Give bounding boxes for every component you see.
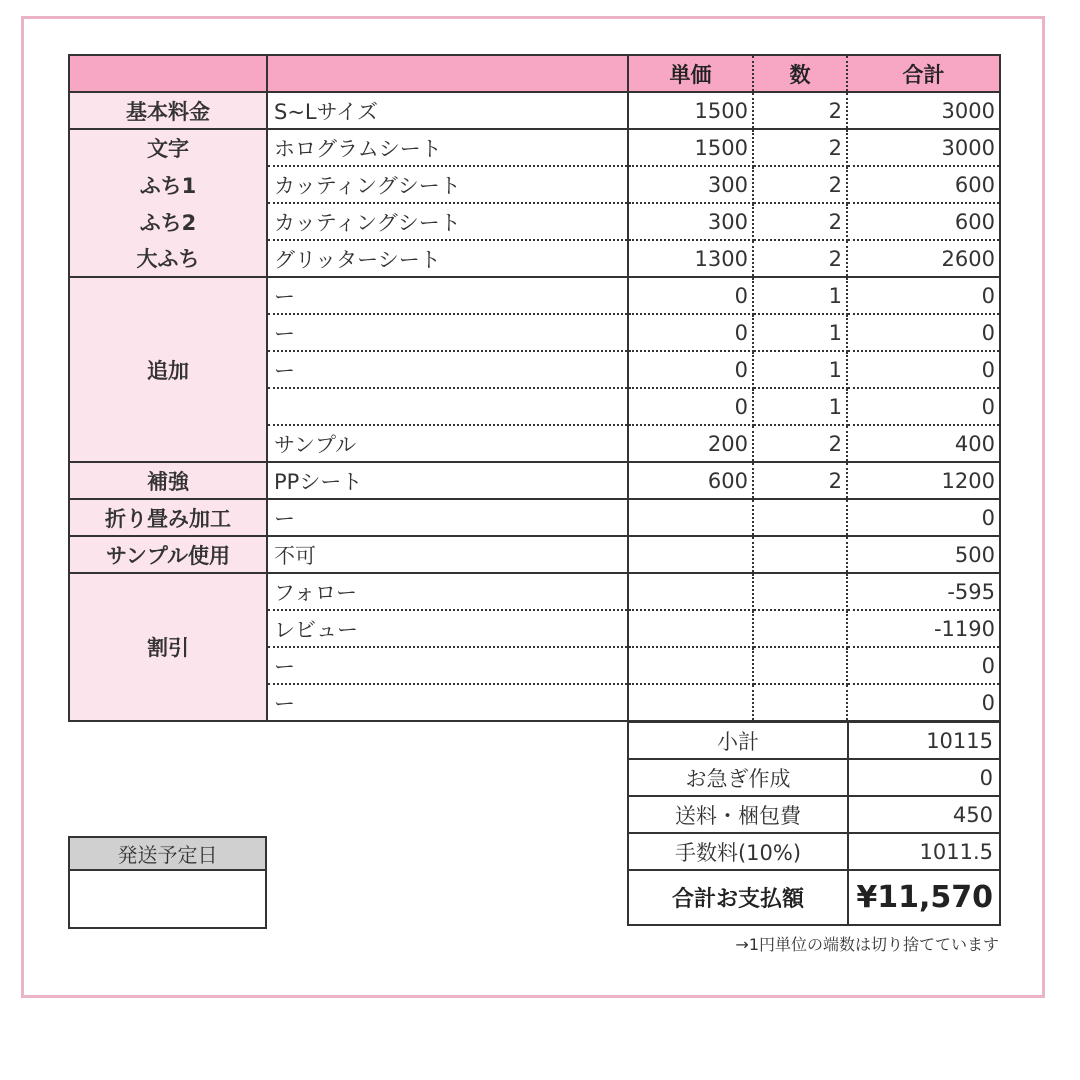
subtotal-value: 10115 xyxy=(848,722,1000,759)
item-name: グリッターシート xyxy=(267,240,628,277)
item-name: ー xyxy=(267,647,628,684)
header-item xyxy=(267,55,628,92)
ship-date-box xyxy=(68,836,267,929)
unit-price xyxy=(628,647,753,684)
subtotal-label: 小計 xyxy=(628,722,848,759)
quantity: 2 xyxy=(753,240,847,277)
category-waribiki: 割引 xyxy=(69,573,267,721)
unit-price: 1300 xyxy=(628,240,753,277)
table-header-row xyxy=(69,55,1000,92)
header-total: 合計 xyxy=(847,55,1000,92)
category-fuchi1: ふち1 xyxy=(69,166,267,203)
header-quantity: 数 xyxy=(753,55,847,92)
line-total: 0 xyxy=(847,351,1000,388)
item-name: カッティングシート xyxy=(267,203,628,240)
unit-price: 0 xyxy=(628,277,753,314)
item-name xyxy=(267,388,628,425)
item-name: サンプル xyxy=(267,425,628,462)
express-label: お急ぎ作成 xyxy=(628,759,848,796)
table-row xyxy=(69,499,1000,536)
quantity xyxy=(753,610,847,647)
shipping-row xyxy=(628,796,1000,833)
item-name: レビュー xyxy=(267,610,628,647)
grand-total-value: ¥11,570 xyxy=(848,870,1000,925)
table-row xyxy=(69,277,1000,314)
line-total: 500 xyxy=(847,536,1000,573)
table-row xyxy=(69,92,1000,129)
table-row xyxy=(69,462,1000,499)
grand-total-row xyxy=(628,870,1000,925)
line-total: 600 xyxy=(847,203,1000,240)
line-total: 3000 xyxy=(847,92,1000,129)
estimate-table xyxy=(68,54,1001,722)
ship-date-label: 発送予定日 xyxy=(69,837,266,870)
fee-row xyxy=(628,833,1000,870)
quantity xyxy=(753,647,847,684)
item-name: ー xyxy=(267,499,628,536)
unit-price xyxy=(628,610,753,647)
table-row xyxy=(69,203,1000,240)
line-total: 0 xyxy=(847,388,1000,425)
header-unit-price: 単価 xyxy=(628,55,753,92)
unit-price: 0 xyxy=(628,351,753,388)
unit-price xyxy=(628,499,753,536)
line-total: 0 xyxy=(847,277,1000,314)
item-name: ホログラムシート xyxy=(267,129,628,166)
line-total: 0 xyxy=(847,684,1000,721)
item-name: ー xyxy=(267,684,628,721)
line-total: 600 xyxy=(847,166,1000,203)
quantity xyxy=(753,536,847,573)
unit-price: 1500 xyxy=(628,129,753,166)
express-row xyxy=(628,759,1000,796)
quantity: 2 xyxy=(753,129,847,166)
fee-value: 1011.5 xyxy=(848,833,1000,870)
item-name: フォロー xyxy=(267,573,628,610)
category-hokyo: 補強 xyxy=(69,462,267,499)
line-total: -595 xyxy=(847,573,1000,610)
category-tsuika: 追加 xyxy=(69,277,267,462)
item-name: ー xyxy=(267,351,628,388)
quantity: 2 xyxy=(753,425,847,462)
unit-price: 0 xyxy=(628,388,753,425)
line-total: 400 xyxy=(847,425,1000,462)
subtotal-row xyxy=(628,722,1000,759)
quantity: 2 xyxy=(753,166,847,203)
line-total: 1200 xyxy=(847,462,1000,499)
line-total: 0 xyxy=(847,647,1000,684)
fee-label: 手数料(10%) xyxy=(628,833,848,870)
table-row xyxy=(69,536,1000,573)
quantity: 2 xyxy=(753,462,847,499)
unit-price: 1500 xyxy=(628,92,753,129)
table-row xyxy=(69,240,1000,277)
table-row xyxy=(69,573,1000,610)
unit-price xyxy=(628,684,753,721)
shipping-value: 450 xyxy=(848,796,1000,833)
category-base: 基本料金 xyxy=(69,92,267,129)
ship-date-value xyxy=(69,870,266,928)
express-value: 0 xyxy=(848,759,1000,796)
table-row xyxy=(69,166,1000,203)
item-name: S~Lサイズ xyxy=(267,92,628,129)
line-total: 0 xyxy=(847,314,1000,351)
quantity: 2 xyxy=(753,92,847,129)
item-name: ー xyxy=(267,314,628,351)
category-fuchi2: ふち2 xyxy=(69,203,267,240)
category-oritatami: 折り畳み加工 xyxy=(69,499,267,536)
line-total: -1190 xyxy=(847,610,1000,647)
unit-price: 200 xyxy=(628,425,753,462)
summary-table xyxy=(627,721,1001,926)
line-total: 2600 xyxy=(847,240,1000,277)
unit-price: 300 xyxy=(628,203,753,240)
category-moji: 文字 xyxy=(69,129,267,166)
unit-price: 0 xyxy=(628,314,753,351)
line-total: 0 xyxy=(847,499,1000,536)
quantity: 1 xyxy=(753,314,847,351)
unit-price xyxy=(628,573,753,610)
quantity: 1 xyxy=(753,388,847,425)
unit-price: 600 xyxy=(628,462,753,499)
rounding-note: →1円単位の端数は切り捨てています xyxy=(735,935,999,954)
quantity: 1 xyxy=(753,277,847,314)
unit-price xyxy=(628,536,753,573)
category-ofuchi: 大ふち xyxy=(69,240,267,277)
quantity xyxy=(753,499,847,536)
shipping-label: 送料・梱包費 xyxy=(628,796,848,833)
table-row xyxy=(69,129,1000,166)
quantity: 1 xyxy=(753,351,847,388)
grand-total-label: 合計お支払額 xyxy=(628,870,848,925)
item-name: PPシート xyxy=(267,462,628,499)
unit-price: 300 xyxy=(628,166,753,203)
item-name: 不可 xyxy=(267,536,628,573)
item-name: カッティングシート xyxy=(267,166,628,203)
item-name: ー xyxy=(267,277,628,314)
quantity xyxy=(753,573,847,610)
header-category xyxy=(69,55,267,92)
line-total: 3000 xyxy=(847,129,1000,166)
quantity xyxy=(753,684,847,721)
category-sample: サンプル使用 xyxy=(69,536,267,573)
quantity: 2 xyxy=(753,203,847,240)
